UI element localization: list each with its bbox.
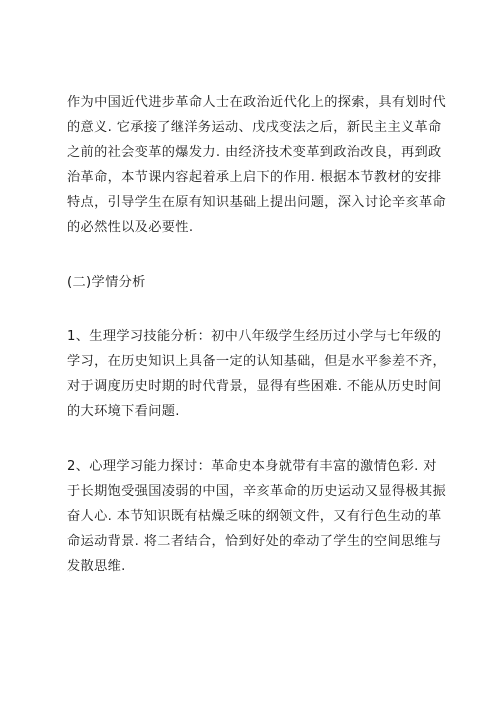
paragraph-3-line-2: 于长期饱受强国凌弱的中国，辛亥革命的历史运动又显得极其振 [67, 484, 447, 499]
paragraph-1-line-3: 之前的社会变革的爆发力. 由经济技术变革到政治改良，再到政 [67, 145, 442, 160]
paragraph-1-line-5: 特点，引导学生在原有知识基础上提出问题，深入讨论辛亥革命 [67, 195, 447, 210]
paragraph-2-line-1: 1、生理学习技能分析：初中八年级学生经历过小学与七年级的 [67, 329, 442, 344]
paragraph-3-line-1: 2、心理学习能力探讨：革命史本身就带有丰富的激情色彩. 对 [67, 459, 437, 474]
paragraph-3-line-5: 发散思维. [67, 559, 126, 574]
section-heading: (二)学情分析 [67, 275, 146, 290]
paragraph-3-line-3: 奋人心. 本节知识既有枯燥乏味的纲领文件，又有行色生动的革 [67, 509, 442, 524]
paragraph-1-line-6: 的必然性以及必要性. [67, 220, 194, 235]
paragraph-2-line-2: 学习，在历史知识上具备一定的认知基础，但是水平参差不齐， [67, 354, 447, 369]
paragraph-3-line-4: 命运动背景. 将二者结合，恰到好处的牵动了学生的空间思维与 [67, 534, 442, 549]
paragraph-1-line-4: 治革命，本节课内容起着承上启下的作用. 根据本节教材的安排 [67, 170, 442, 185]
paragraph-2-line-3: 对于调度历史时期的时代背景，显得有些困难. 不能从历史时间 [67, 379, 442, 394]
paragraph-2-line-4: 的大环境下看问题. [67, 404, 180, 419]
paragraph-1-line-1: 作为中国近代进步革命人士在政治近代化上的探索，具有划时代 [67, 95, 447, 110]
paragraph-1-line-2: 的意义. 它承接了继洋务运动、戊戌变法之后，新民主主义革命 [67, 120, 442, 135]
